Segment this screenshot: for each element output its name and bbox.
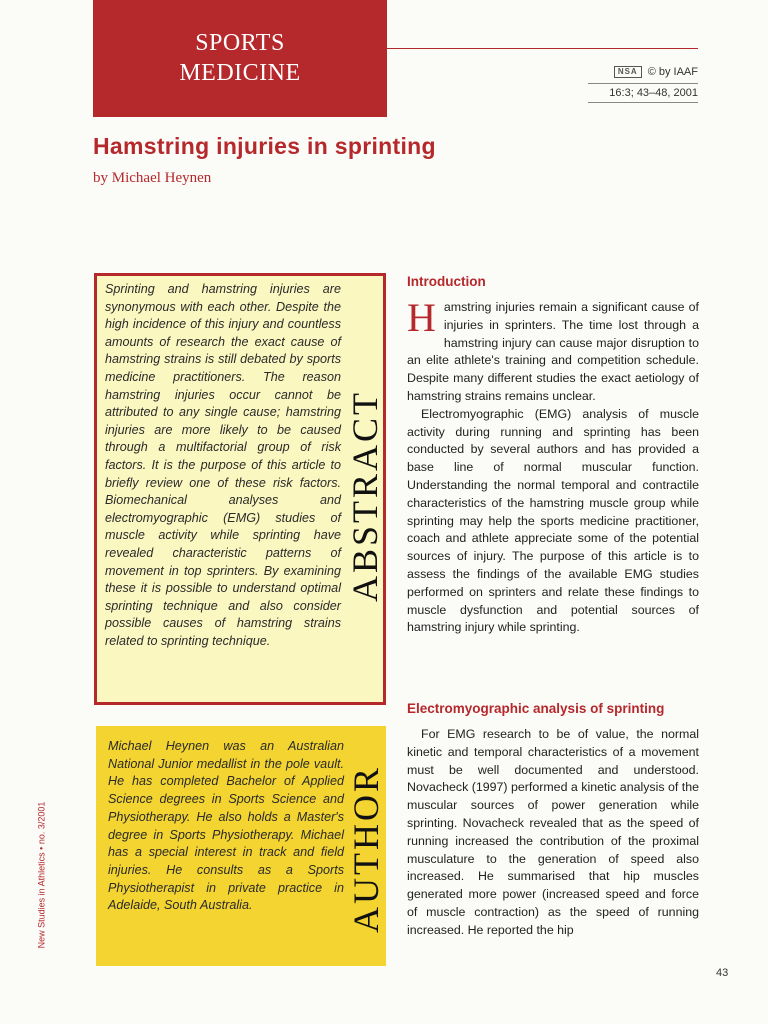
drop-cap: H [407,295,436,340]
emg-paragraph-1: For EMG research to be of value, the normal kinetic and temporal characteristics of a movement must be well documented and understood. Novacheck (1997) performed a kinetic analysis of the muscular sources of power generation while sprinting. Novacheck revealed that as the speed of running increased the contribution of the proximal musculature to the generation of speed also increased. He summarised that hip muscles generated more power (increased speed and force of muscle contraction) as the speed of running increased. He reported the hip [407,727,700,937]
article-title: Hamstring injuries in sprinting [93,133,436,159]
introduction-section [407,273,699,637]
nsa-logo-icon: NSA [614,66,642,78]
section-banner [93,0,387,117]
journal-name: New Studies in Athletics • no. 3/2001 [36,801,46,949]
citation-rule-top [588,83,698,84]
publisher-row [588,64,698,80]
header-rule [387,48,698,49]
copyright-notice: © by IAAF [647,66,698,78]
introduction-paragraph-1 [407,295,699,406]
emg-section [407,700,699,940]
abstract-box [94,273,386,705]
author-label: AUTHOR [346,764,386,933]
journal-sidebar [36,801,46,949]
introduction-heading: Introduction [407,274,486,289]
author-bio: Michael Heynen was an Australian National Junior medallist in the pole vault. He has completed Bachelor of Applied Science degrees in Sports Science and Physiotherapy. He also holds a Master's degree in Sports Physiotherapy. Michael has a special interest in track and field injuries. He consults as a Sports Physiotherapist in private practice in Adelaide, South Australia. [108,739,344,913]
abstract-label: ABSTRACT [345,389,386,603]
introduction-paragraph-2: Electromyographic (EMG) analysis of muscle activity during running and sprinting has been conducted by several authors and has provided a base line of normal muscular function. Understanding the normal temporal and contractile characteristics of the hamstring muscle group while sprinting may help the sports medicine practitioner, coach and athlete appreciate some of the potential sources of injury. The purpose of this article is to assess the findings of the available EMG studies performed on sprinters and relate these findings to muscle dysfunction and potential sources of hamstring injury while sprinting. [407,406,699,635]
citation: 16:3; 43–48, 2001 [609,87,698,99]
citation-rule-bottom [588,102,698,103]
abstract-label-container [345,316,385,676]
emg-heading: Electromyographic analysis of sprinting [407,701,665,716]
abstract-text: Sprinting and hamstring injuries are synonymous with each other. Despite the high incidence of this injury and countless amounts of research the exact cause of hamstring strains is still debated by sports medicine practitioners. The reason hamstring injuries occur cannot be attributed to any single cause; hamstring injuries are more likely to be caused through a multifactorial group of risk factors. It is the purpose of this article to briefly review one of these risk factors. Biomechanical analyses and electromyographic (EMG) studies of muscle activity while sprinting have revealed characteristic patterns of movement in top sprinters. By examining these it is possible to understand optimal sprinting technique and also consider possible causes of hamstring strains related to sprinting technique. [105,282,341,648]
section-title-line1: SPORTS [195,30,285,56]
page-number: 43 [716,967,729,979]
author-box [96,726,386,966]
section-title-line2: MEDICINE [179,60,301,86]
introduction-paragraph-1-text: amstring injuries remain a significant cause of injuries in sprinters. The time lost through a hamstring injury can cause major disruption to an elite athlete's training and competition schedule. Despite many different studies the exact aetiology of hamstring strains remains unclear. [407,300,699,403]
author-label-container [346,736,386,961]
article-byline: by Michael Heynen [93,170,212,186]
